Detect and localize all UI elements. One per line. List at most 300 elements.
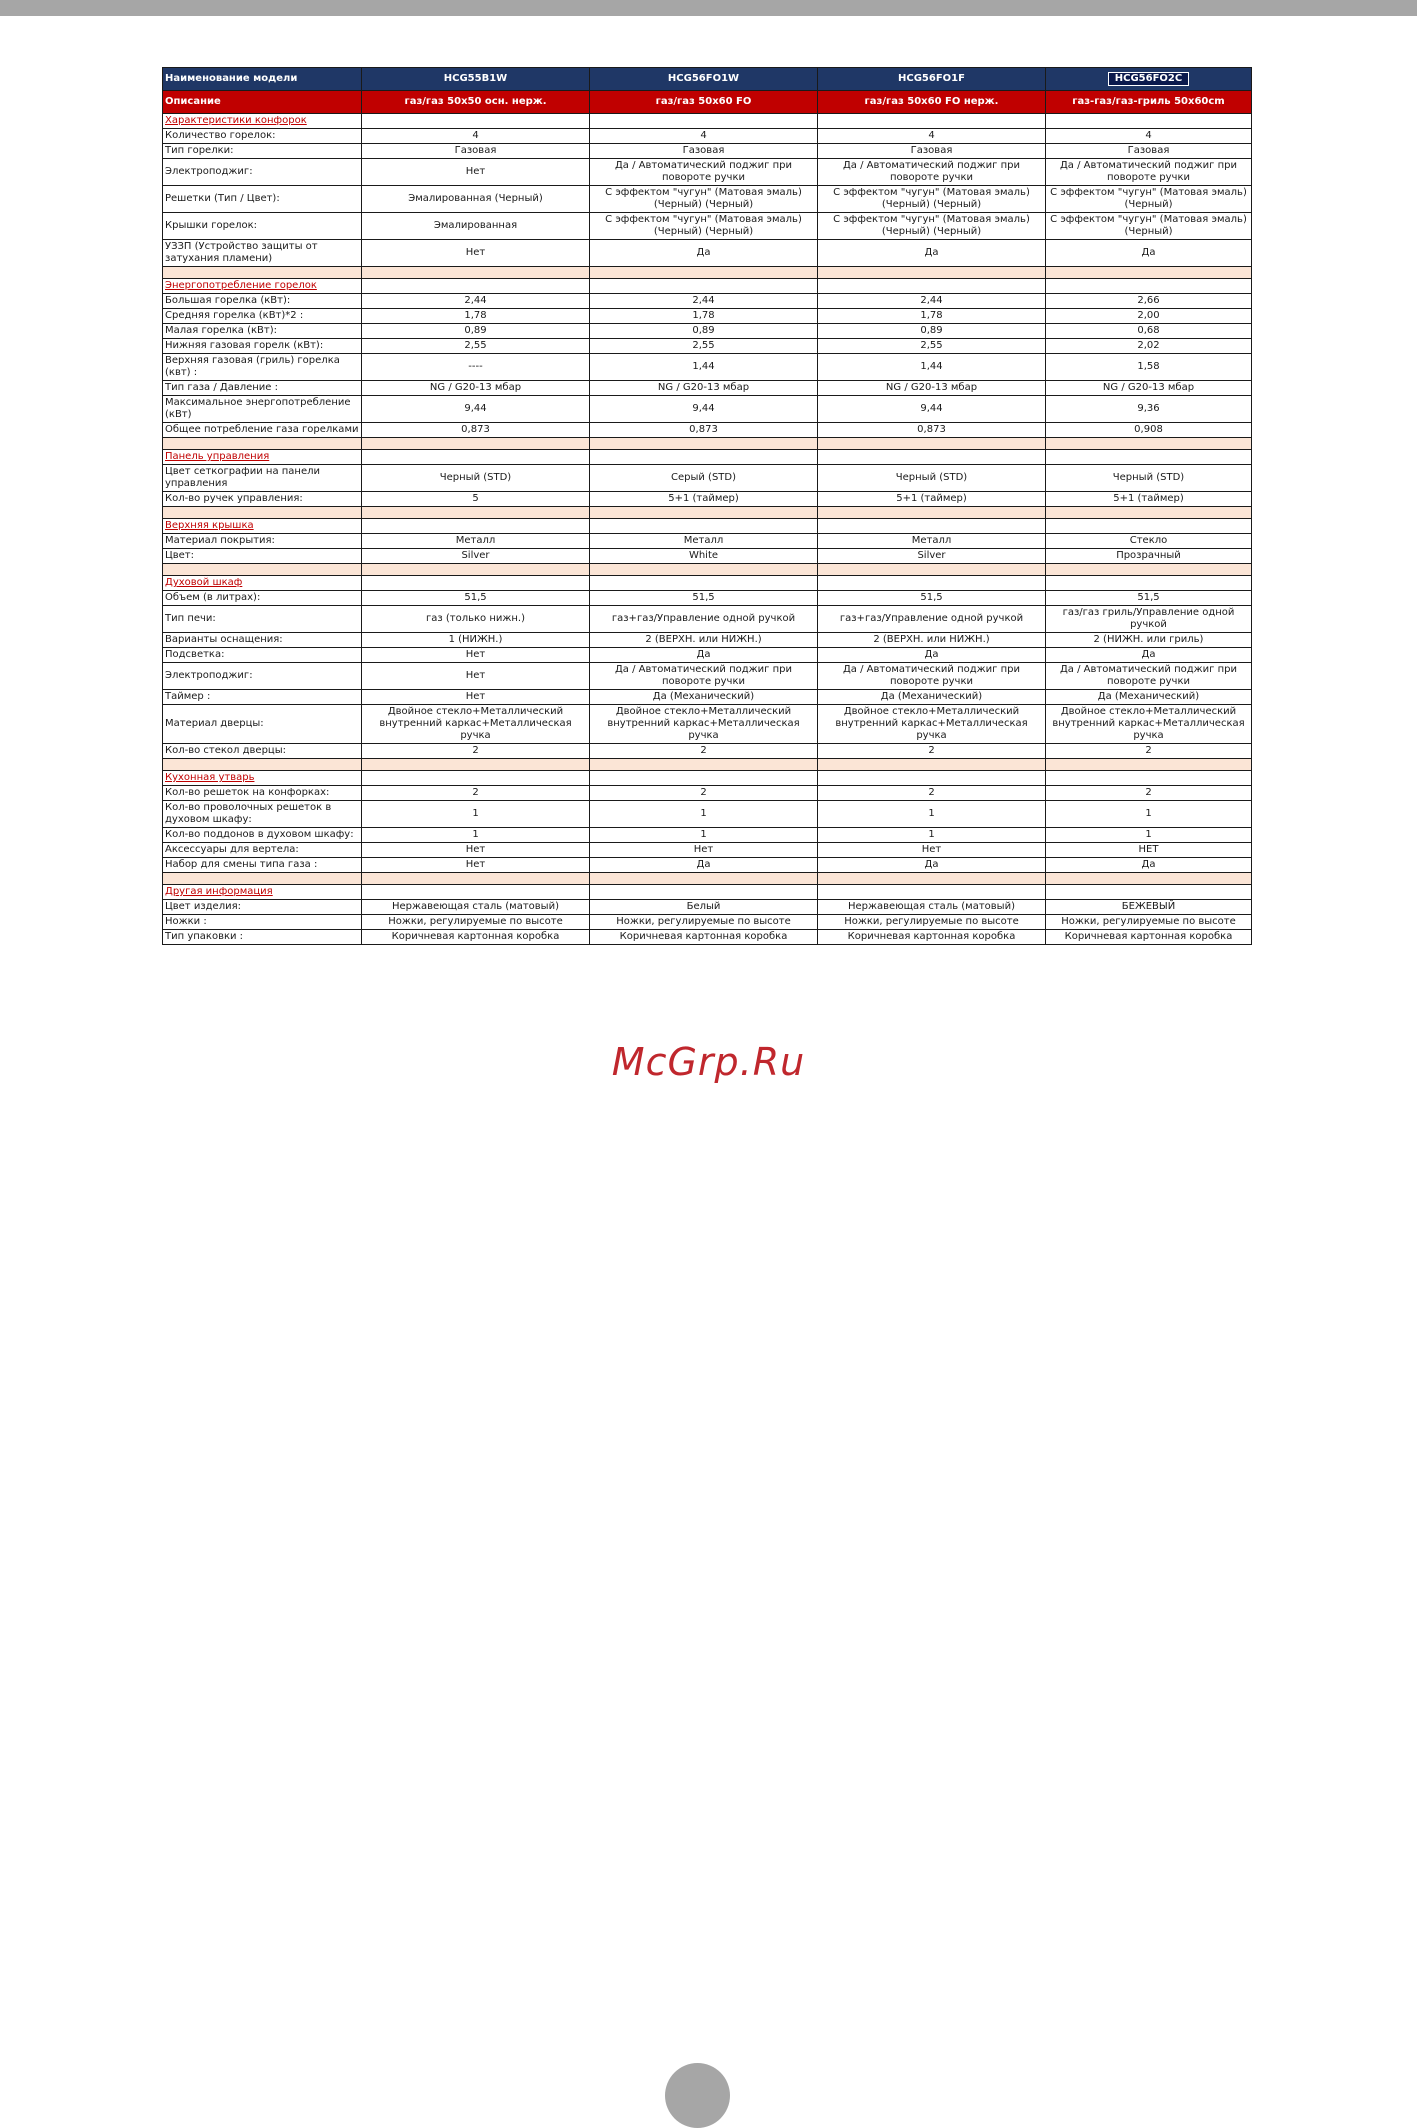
value-cell: 2,66 [1046,294,1252,309]
value-cell: Коричневая картонная коробка [818,930,1046,945]
spacer-cell [590,267,818,279]
row-label: Тип упаковки : [163,930,362,945]
table-row [163,843,1252,858]
header-label: Наименование модели [163,68,362,91]
value-cell: 0,89 [362,324,590,339]
spacer-cell [1046,873,1252,885]
model-description: газ/газ 50x60 FO нерж. [818,91,1046,114]
value-cell: газ+газ/Управление одной ручкой [590,606,818,633]
table-row [163,690,1252,705]
value-cell: Двойное стекло+Металлический внутренний каркас+Металлическая ручка [818,705,1046,744]
value-cell: 1 [362,801,590,828]
table-row [163,915,1252,930]
empty-cell [1046,450,1252,465]
value-cell: 2 (ВЕРХН. или НИЖН.) [590,633,818,648]
value-cell: Эмалированная (Черный) [362,186,590,213]
spacer-cell [818,267,1046,279]
empty-cell [362,450,590,465]
row-label: Цвет изделия: [163,900,362,915]
value-cell: 9,36 [1046,396,1252,423]
spacer-cell [1046,564,1252,576]
value-cell: 2 [818,786,1046,801]
value-cell: 1,78 [362,309,590,324]
spec-table-body [163,68,1252,945]
value-cell: 51,5 [818,591,1046,606]
value-cell: Черный (STD) [362,465,590,492]
table-row [163,786,1252,801]
row-label: Объем (в литрах): [163,591,362,606]
row-label: Материал дверцы: [163,705,362,744]
spec-table [162,67,1252,945]
value-cell: Коричневая картонная коробка [362,930,590,945]
value-cell: 1,44 [818,354,1046,381]
value-cell: Да [1046,858,1252,873]
value-cell: Черный (STD) [1046,465,1252,492]
table-row [163,900,1252,915]
table-row [163,381,1252,396]
empty-cell [1046,114,1252,129]
table-row [163,930,1252,945]
spacer-cell [818,564,1046,576]
table-row [163,129,1252,144]
value-cell: 2,55 [818,339,1046,354]
value-cell: 2 [590,744,818,759]
row-label: Набор для смены типа газа : [163,858,362,873]
empty-cell [818,576,1046,591]
value-cell: 2 (ВЕРХН. или НИЖН.) [818,633,1046,648]
value-cell: 2 [590,786,818,801]
value-cell: НЕТ [1046,843,1252,858]
table-row [163,465,1252,492]
value-cell: Нет [590,843,818,858]
value-cell: 0,89 [590,324,818,339]
value-cell: 0,89 [818,324,1046,339]
value-cell: Серый (STD) [590,465,818,492]
value-cell: Двойное стекло+Металлический внутренний каркас+Металлическая ручка [362,705,590,744]
value-cell: 2,44 [818,294,1046,309]
value-cell: 2 (НИЖН. или гриль) [1046,633,1252,648]
value-cell: Да [818,240,1046,267]
value-cell: С эффектом "чугун" (Матовая эмаль) (Черный) [1046,186,1252,213]
table-row [163,663,1252,690]
row-label: Кол-во поддонов в духовом шкафу: [163,828,362,843]
spacer-cell [1046,267,1252,279]
value-cell: Да / Автоматический поджиг при повороте ручки [590,663,818,690]
spacer-row [163,267,1252,279]
value-cell: Да [590,240,818,267]
empty-cell [362,114,590,129]
spacer-cell [163,438,362,450]
value-cell: Металл [590,534,818,549]
value-cell: 2 [1046,786,1252,801]
row-label: Большая горелка (кВт): [163,294,362,309]
value-cell: 9,44 [362,396,590,423]
model-description: газ/газ 50x60 FO [590,91,818,114]
value-cell: Ножки, регулируемые по высоте [1046,915,1252,930]
spacer-cell [818,507,1046,519]
row-label: Кол-во проволочных решеток в духовом шкафу: [163,801,362,828]
spacer-cell [362,438,590,450]
spacer-cell [362,759,590,771]
value-cell: Коричневая картонная коробка [590,930,818,945]
empty-cell [362,576,590,591]
value-cell: 0,873 [590,423,818,438]
row-label: Подсветка: [163,648,362,663]
spacer-cell [362,267,590,279]
value-cell: 1,44 [590,354,818,381]
value-cell: Металл [362,534,590,549]
value-cell: Нет [362,843,590,858]
value-cell: 1 [818,828,1046,843]
spacer-cell [163,507,362,519]
empty-cell [818,885,1046,900]
table-row [163,549,1252,564]
spacer-cell [362,564,590,576]
empty-cell [1046,885,1252,900]
row-label: Цвет: [163,549,362,564]
spacer-cell [590,873,818,885]
section-header-row [163,279,1252,294]
empty-cell [362,519,590,534]
empty-cell [590,576,818,591]
value-cell: 2,55 [590,339,818,354]
row-label: Малая горелка (кВт): [163,324,362,339]
row-label: Общее потребление газа горелками [163,423,362,438]
value-cell: Да [1046,648,1252,663]
value-cell: 51,5 [590,591,818,606]
empty-cell [362,279,590,294]
value-cell: Газовая [362,144,590,159]
value-cell: Прозрачный [1046,549,1252,564]
value-cell: Стекло [1046,534,1252,549]
value-cell: Нержавеющая сталь (матовый) [818,900,1046,915]
empty-cell [362,885,590,900]
value-cell: Да (Механический) [1046,690,1252,705]
value-cell: Да [590,858,818,873]
row-label: Ножки : [163,915,362,930]
value-cell: 2 [818,744,1046,759]
value-cell: Газовая [1046,144,1252,159]
value-cell: NG / G20-13 мбар [362,381,590,396]
spacer-row [163,438,1252,450]
value-cell: 0,873 [362,423,590,438]
spacer-cell [163,564,362,576]
value-cell: 1 [1046,828,1252,843]
row-label: Средняя горелка (кВт)*2 : [163,309,362,324]
spacer-cell [590,507,818,519]
value-cell: 4 [362,129,590,144]
value-cell: С эффектом "чугун" (Матовая эмаль) (Черный) (Черный) [590,186,818,213]
value-cell: Да / Автоматический поджиг при повороте ручки [818,159,1046,186]
value-cell: БЕЖЕВЫЙ [1046,900,1252,915]
section-header-row [163,519,1252,534]
description-row [163,91,1252,114]
empty-cell [1046,771,1252,786]
row-label: Цвет сеткографии на панели управления [163,465,362,492]
value-cell: газ (только нижн.) [362,606,590,633]
value-cell: Нет [362,858,590,873]
section-title: Другая информация [163,885,362,900]
value-cell: Нет [362,690,590,705]
value-cell: Да [590,648,818,663]
spacer-cell [1046,759,1252,771]
row-label: Кол-во стекол дверцы: [163,744,362,759]
value-cell: Да / Автоматический поджиг при повороте ручки [1046,159,1252,186]
row-label: Тип печи: [163,606,362,633]
empty-cell [590,519,818,534]
value-cell: Нет [362,648,590,663]
row-label: Максимальное энергопотребление (кВт) [163,396,362,423]
value-cell: 9,44 [818,396,1046,423]
spacer-cell [818,759,1046,771]
spacer-row [163,564,1252,576]
value-cell: 2 [362,744,590,759]
value-cell: Эмалированная [362,213,590,240]
value-cell: Нет [362,159,590,186]
row-label: Кол-во ручек управления: [163,492,362,507]
model-name-cell [1046,68,1252,91]
value-cell: 51,5 [1046,591,1252,606]
table-row [163,744,1252,759]
table-row [163,240,1252,267]
value-cell: С эффектом "чугун" (Матовая эмаль) (Черный) (Черный) [590,213,818,240]
empty-cell [590,771,818,786]
section-header-row [163,576,1252,591]
model-name: HCG56FO1F [818,68,1046,91]
table-row [163,801,1252,828]
value-cell: 1 [1046,801,1252,828]
section-header-row [163,450,1252,465]
table-row [163,213,1252,240]
value-cell: NG / G20-13 мбар [1046,381,1252,396]
table-row [163,354,1252,381]
top-bar [0,0,1417,16]
value-cell: 2,02 [1046,339,1252,354]
value-cell: 2,55 [362,339,590,354]
value-cell: Газовая [590,144,818,159]
model-description: газ-газ/газ-гриль 50x60cm [1046,91,1252,114]
table-row [163,423,1252,438]
empty-cell [1046,519,1252,534]
model-name: HCG56FO1W [590,68,818,91]
value-cell: Двойное стекло+Металлический внутренний каркас+Металлическая ручка [1046,705,1252,744]
value-cell: 0,68 [1046,324,1252,339]
spacer-cell [818,438,1046,450]
section-title: Энергопотребление горелок [163,279,362,294]
value-cell: С эффектом "чугун" (Матовая эмаль) (Черный) (Черный) [818,213,1046,240]
spacer-cell [590,438,818,450]
empty-cell [590,279,818,294]
value-cell: 4 [1046,129,1252,144]
value-cell: Нержавеющая сталь (матовый) [362,900,590,915]
row-label: Нижняя газовая горелк (кВт): [163,339,362,354]
value-cell: Ножки, регулируемые по высоте [590,915,818,930]
row-label: Тип горелки: [163,144,362,159]
value-cell: Двойное стекло+Металлический внутренний каркас+Металлическая ручка [590,705,818,744]
value-cell: 4 [818,129,1046,144]
spacer-cell [818,873,1046,885]
model-name: HCG56FO2C [1108,72,1189,86]
value-cell: 1 [362,828,590,843]
spacer-row [163,507,1252,519]
value-cell: 5+1 (таймер) [590,492,818,507]
watermark: McGrp.Ru [611,1040,806,1084]
model-name: HCG55B1W [362,68,590,91]
row-label: Решетки (Тип / Цвет): [163,186,362,213]
value-cell: Нет [818,843,1046,858]
page-marker [665,2063,730,2128]
section-title: Кухонная утварь [163,771,362,786]
spacer-cell [1046,438,1252,450]
value-cell: 1,58 [1046,354,1252,381]
value-cell: Да (Механический) [590,690,818,705]
value-cell: 1,78 [818,309,1046,324]
row-label: Электроподжиг: [163,159,362,186]
value-cell: Нет [362,663,590,690]
value-cell: Silver [362,549,590,564]
row-label: Аксессуары для вертела: [163,843,362,858]
table-row [163,534,1252,549]
value-cell: Да [818,858,1046,873]
section-title: Верхняя крышка [163,519,362,534]
header-row [163,68,1252,91]
spacer-cell [362,507,590,519]
spacer-row [163,873,1252,885]
value-cell: 9,44 [590,396,818,423]
value-cell: Silver [818,549,1046,564]
empty-cell [590,885,818,900]
spacer-cell [362,873,590,885]
value-cell: 2,00 [1046,309,1252,324]
table-row [163,648,1252,663]
value-cell: С эффектом "чугун" (Матовая эмаль) (Черный) (Черный) [818,186,1046,213]
empty-cell [818,450,1046,465]
empty-cell [818,519,1046,534]
value-cell: NG / G20-13 мбар [818,381,1046,396]
value-cell: 5+1 (таймер) [1046,492,1252,507]
value-cell: ---- [362,354,590,381]
table-row [163,144,1252,159]
value-cell: Металл [818,534,1046,549]
row-label: Тип газа / Давление : [163,381,362,396]
empty-cell [818,279,1046,294]
section-header-row [163,885,1252,900]
section-title: Характеристики конфорок [163,114,362,129]
empty-cell [590,114,818,129]
table-row [163,396,1252,423]
row-label: Кол-во решеток на конфорках: [163,786,362,801]
table-row [163,828,1252,843]
value-cell: 5 [362,492,590,507]
value-cell: Да / Автоматический поджиг при повороте ручки [590,159,818,186]
value-cell: 1 [590,801,818,828]
table-row [163,309,1252,324]
spacer-row [163,759,1252,771]
value-cell: 51,5 [362,591,590,606]
value-cell: Белый [590,900,818,915]
row-label: Таймер : [163,690,362,705]
spacer-cell [163,267,362,279]
value-cell: Да (Механический) [818,690,1046,705]
value-cell: White [590,549,818,564]
value-cell: NG / G20-13 мбар [590,381,818,396]
section-title: Духовой шкаф [163,576,362,591]
empty-cell [818,114,1046,129]
spacer-cell [163,873,362,885]
table-row [163,186,1252,213]
value-cell: Да [818,648,1046,663]
value-cell: 1 (НИЖН.) [362,633,590,648]
value-cell: Газовая [818,144,1046,159]
row-label: Крышки горелок: [163,213,362,240]
section-title: Панель управления [163,450,362,465]
row-label: Электроподжиг: [163,663,362,690]
value-cell: Черный (STD) [818,465,1046,492]
table-row [163,324,1252,339]
value-cell: газ/газ гриль/Управление одной ручкой [1046,606,1252,633]
spacer-cell [590,759,818,771]
empty-cell [1046,576,1252,591]
row-label: Материал покрытия: [163,534,362,549]
value-cell: 2 [1046,744,1252,759]
spacer-cell [590,564,818,576]
model-description: газ/газ 50x50 осн. нерж. [362,91,590,114]
value-cell: 5+1 (таймер) [818,492,1046,507]
value-cell: Ножки, регулируемые по высоте [362,915,590,930]
empty-cell [362,771,590,786]
spacer-cell [163,759,362,771]
value-cell: Нет [362,240,590,267]
spacer-cell [1046,507,1252,519]
value-cell: 0,873 [818,423,1046,438]
empty-cell [818,771,1046,786]
row-label: Верхняя газовая (гриль) горелка (квт) : [163,354,362,381]
value-cell: Да / Автоматический поджиг при повороте ручки [818,663,1046,690]
value-cell: 0,908 [1046,423,1252,438]
table-row [163,858,1252,873]
table-row [163,294,1252,309]
value-cell: Коричневая картонная коробка [1046,930,1252,945]
value-cell: Да / Автоматический поджиг при повороте ручки [1046,663,1252,690]
table-row [163,606,1252,633]
value-cell: 1 [590,828,818,843]
value-cell: газ+газ/Управление одной ручкой [818,606,1046,633]
empty-cell [1046,279,1252,294]
table-row [163,633,1252,648]
empty-cell [590,450,818,465]
row-label: Количество горелок: [163,129,362,144]
table-row [163,339,1252,354]
value-cell: Ножки, регулируемые по высоте [818,915,1046,930]
value-cell: 2 [362,786,590,801]
value-cell: 1 [818,801,1046,828]
section-header-row [163,114,1252,129]
row-label: УЗЗП (Устройство защиты от затухания пламени) [163,240,362,267]
section-header-row [163,771,1252,786]
table-row [163,159,1252,186]
table-row [163,705,1252,744]
table-row [163,492,1252,507]
value-cell: 2,44 [590,294,818,309]
table-row [163,591,1252,606]
value-cell: 1,78 [590,309,818,324]
description-label: Описание [163,91,362,114]
value-cell: С эффектом "чугун" (Матовая эмаль) (Черный) [1046,213,1252,240]
value-cell: 2,44 [362,294,590,309]
row-label: Варианты оснащения: [163,633,362,648]
value-cell: 4 [590,129,818,144]
value-cell: Да [1046,240,1252,267]
